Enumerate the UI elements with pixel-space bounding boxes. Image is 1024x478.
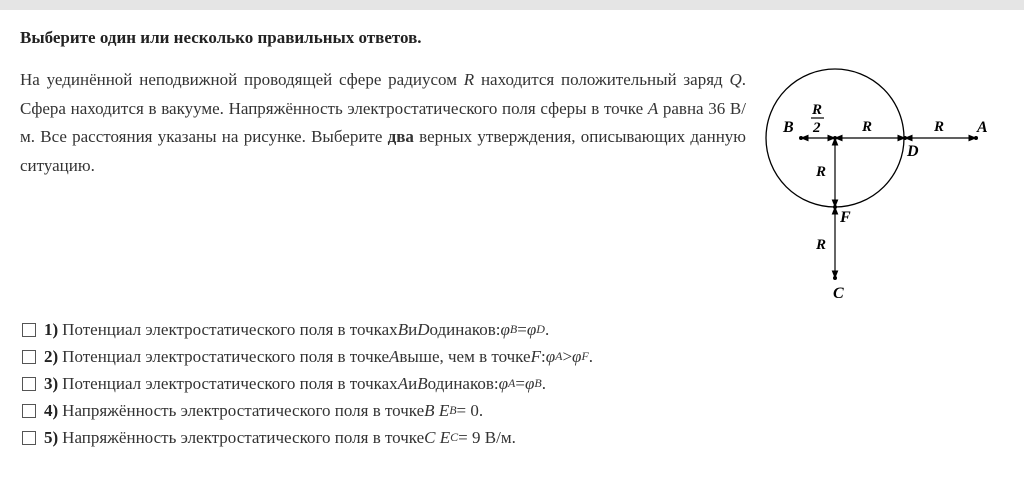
option-1-checkbox[interactable] — [22, 323, 36, 337]
option-1-var-1: B — [397, 319, 409, 339]
option-3-var-2: B — [417, 373, 428, 393]
option-5-checkbox[interactable] — [22, 431, 36, 445]
option-1-phi-a-sub: B — [509, 322, 518, 336]
option-2-end: . — [588, 346, 594, 366]
option-1[interactable] — [22, 316, 593, 343]
option-5-number: 5) — [44, 427, 59, 447]
point-B — [799, 136, 803, 140]
label-R-center-D: R — [862, 119, 873, 135]
option-1-op: = — [517, 319, 527, 339]
label-R-half-numerator: R — [812, 102, 823, 118]
option-2-phi-a-sub: A — [555, 349, 563, 363]
option-1-number: 1) — [44, 319, 59, 339]
option-4-checkbox[interactable] — [22, 404, 36, 418]
option-2-op: > — [562, 346, 573, 366]
option-5-tail: = 9 В/м. — [458, 427, 516, 447]
option-3-text: Потенциал электростатического поля в точках — [62, 373, 398, 393]
option-1-mid: и — [408, 319, 418, 339]
problem-text-1: На уединённой неподвижной проводящей сфере радиусом — [20, 70, 464, 89]
option-3-phi-a-sub: A — [508, 376, 516, 390]
option-4[interactable] — [22, 397, 593, 424]
option-2-number: 2) — [44, 346, 59, 366]
option-4-tail: = 0. — [456, 400, 484, 420]
problem-text-4: равна 36 В/м. Все расстояния указаны на рисунке. Выберите — [20, 98, 746, 146]
option-3-after: одинаков: — [427, 373, 499, 393]
option-3-phi-b: φ — [524, 373, 535, 393]
option-2-var-2: F — [530, 346, 541, 366]
label-R-vertical-bottom: R — [816, 237, 827, 253]
option-2-phi-b: φ — [572, 346, 582, 366]
option-3-var-1: A — [397, 373, 409, 393]
option-2-text: Потенциал электростатического поля в точке — [62, 346, 390, 366]
option-1-phi-b-sub: D — [536, 322, 545, 336]
label-C: C — [833, 285, 844, 302]
option-1-text: Потенциал электростатического поля в точках — [62, 319, 398, 339]
option-4-expr-sub: B — [449, 403, 457, 417]
problem-text-2: находится положительный заряд — [474, 70, 730, 89]
option-5-expr-sub: C — [450, 430, 459, 444]
option-2-phi-b-sub: F — [581, 349, 589, 363]
option-4-var-1: B — [424, 400, 435, 420]
option-5[interactable] — [22, 424, 593, 451]
option-2-phi-a: φ — [545, 346, 556, 366]
option-2-checkbox[interactable] — [22, 350, 36, 364]
option-3-mid: и — [408, 373, 418, 393]
label-R-D-A: R — [934, 119, 945, 135]
point-F — [833, 205, 837, 209]
label-F: F — [840, 209, 851, 226]
option-1-phi-b: φ — [526, 319, 537, 339]
option-3-number: 3) — [44, 373, 59, 393]
option-4-expr: E — [438, 400, 450, 420]
option-4-number: 4) — [44, 400, 59, 420]
top-bar — [0, 0, 1024, 10]
point-center — [833, 136, 837, 140]
option-1-var-2: D — [417, 319, 430, 339]
label-R-vertical-top: R — [816, 164, 827, 180]
option-4-text: Напряжённость электростатического поля в точке — [62, 400, 425, 420]
option-2-var-1: A — [389, 346, 400, 366]
option-2-mid: выше, чем в точке — [399, 346, 531, 366]
option-1-end: . — [544, 319, 550, 339]
option-5-text: Напряжённость электростатического поля в точке — [62, 427, 425, 447]
label-B: B — [783, 119, 794, 136]
point-A — [974, 136, 978, 140]
var-Q: Q — [729, 70, 742, 89]
label-A: A — [977, 119, 988, 136]
emphasis-two: два — [387, 127, 414, 146]
option-2[interactable] — [22, 343, 593, 370]
var-A: A — [647, 98, 659, 118]
var-R: R — [463, 70, 475, 89]
sphere-diagram — [760, 62, 1000, 307]
problem-statement — [20, 66, 746, 180]
option-5-expr: E — [439, 427, 451, 447]
label-D: D — [907, 143, 919, 160]
problem-text-3: . Сфера находится в вакууме. Напряжённость электростатического поля сферы в точке — [20, 70, 747, 118]
point-D — [903, 136, 907, 140]
option-5-var-1: C — [424, 427, 436, 447]
instruction-heading: Выберите один или несколько правильных ответов. — [20, 28, 422, 47]
option-3-checkbox[interactable] — [22, 377, 36, 391]
option-2-after: : — [540, 346, 546, 366]
label-R-half-denominator: 2 — [813, 120, 821, 136]
option-3[interactable] — [22, 370, 593, 397]
option-3-op: = — [515, 373, 525, 393]
option-1-after: одинаков: — [429, 319, 501, 339]
option-1-phi-a: φ — [500, 319, 510, 339]
option-3-phi-b-sub: B — [534, 376, 542, 390]
option-3-end: . — [541, 373, 546, 393]
problem-text-5: верных утверждения, описывающих данную ситуацию. — [20, 127, 746, 175]
answer-options — [22, 316, 593, 451]
option-3-phi-a: φ — [498, 373, 509, 393]
point-C — [833, 276, 837, 280]
